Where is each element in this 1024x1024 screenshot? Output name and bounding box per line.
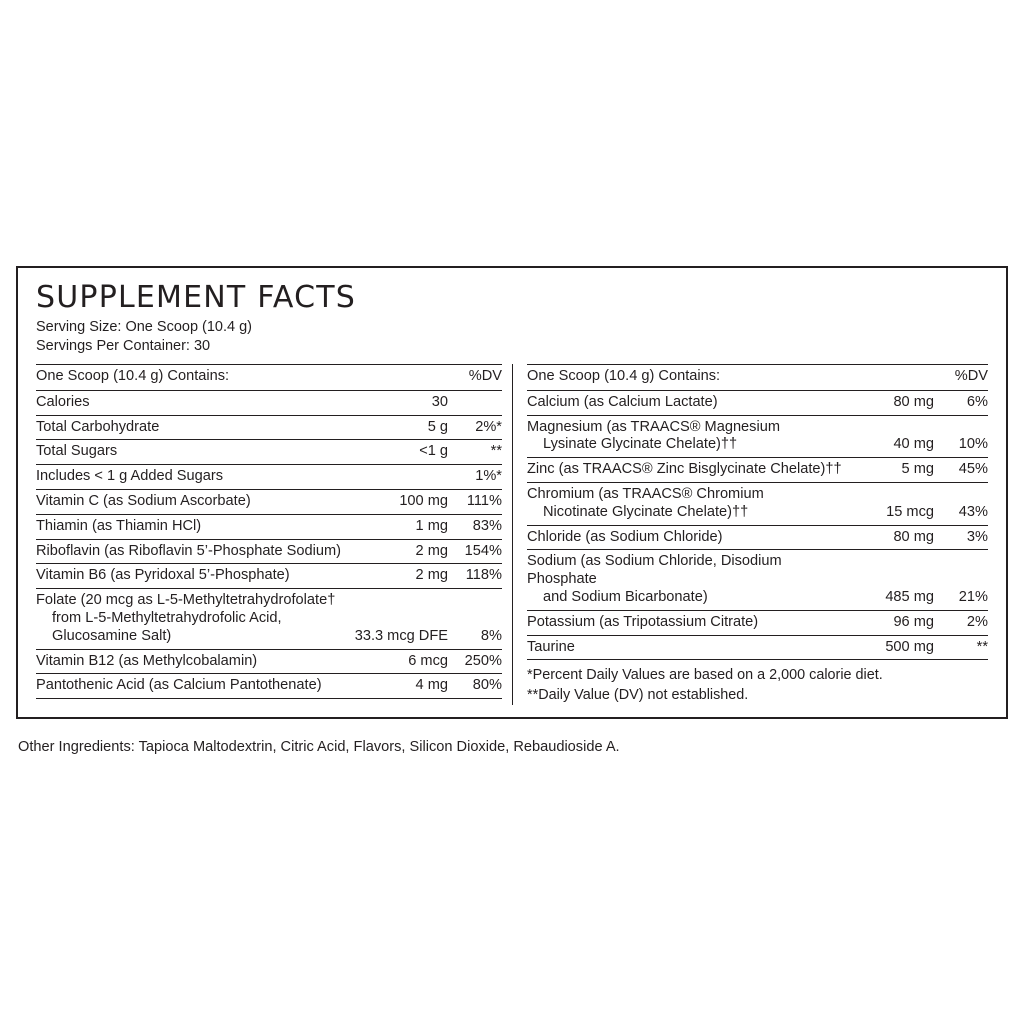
table-row (527, 390, 988, 415)
nutrient-dv (448, 390, 502, 415)
page-title: SUPPLEMENT FACTS (36, 280, 357, 315)
column-header-dv: %DV (448, 365, 502, 391)
nutrient-dv: 2%* (448, 415, 502, 440)
nutrient-amount (355, 465, 448, 490)
nutrient-amount: <1 g (355, 440, 448, 465)
nutrient-dv: 6% (934, 390, 988, 415)
nutrient-amount: 40 mg (848, 415, 934, 458)
nutrient-name: Calcium (as Calcium Lactate) (527, 390, 848, 415)
nutrient-name (527, 483, 848, 526)
nutrient-amount: 4 mg (355, 674, 448, 699)
nutrient-dv: 83% (448, 514, 502, 539)
facts-column-left (36, 364, 512, 705)
column-header-amount (848, 365, 934, 391)
nutrient-dv: 250% (448, 649, 502, 674)
nutrient-dv: ** (934, 635, 988, 660)
nutrient-name (36, 589, 355, 649)
nutrient-dv: 154% (448, 539, 502, 564)
nutrient-name-line2: Nicotinate Glycinate Chelate)†† (543, 503, 749, 520)
nutrient-dv: 1%* (448, 465, 502, 490)
column-header-amount (355, 365, 448, 391)
nutrient-amount: 30 (355, 390, 448, 415)
nutrient-dv: 80% (448, 674, 502, 699)
nutrient-name: Calories (36, 390, 355, 415)
nutrient-name: Riboflavin (as Riboflavin 5’-Phosphate Sodium) (36, 539, 355, 564)
nutrient-amount: 1 mg (355, 514, 448, 539)
table-header-row (36, 365, 502, 391)
nutrient-dv: 2% (934, 610, 988, 635)
column-header-contains: One Scoop (10.4 g) Contains: (36, 365, 355, 391)
table-row (36, 589, 502, 649)
nutrient-dv: ** (448, 440, 502, 465)
table-row (36, 465, 502, 490)
nutrient-name: Total Carbohydrate (36, 415, 355, 440)
nutrient-dv: 8% (448, 589, 502, 649)
table-row (527, 610, 988, 635)
nutrient-dv: 118% (448, 564, 502, 589)
table-row (36, 514, 502, 539)
footnotes (527, 660, 988, 705)
nutrient-name-line2: and Sodium Bicarbonate) (543, 589, 708, 606)
table-header-row (527, 365, 988, 391)
table-row (36, 390, 502, 415)
nutrient-name-line1: Sodium (as Sodium Chloride, Disodium Phosphate (527, 553, 782, 588)
nutrient-dv: 3% (934, 525, 988, 550)
nutrient-name-line2: from L-5-Methyltetrahydrofolic Acid, (52, 610, 282, 627)
nutrient-name-line1: Chromium (as TRAACS® Chromium (527, 486, 764, 503)
nutrient-amount: 2 mg (355, 539, 448, 564)
nutrient-name: Thiamin (as Thiamin HCl) (36, 514, 355, 539)
nutrient-dv: 45% (934, 458, 988, 483)
table-row (527, 635, 988, 660)
nutrient-dv: 10% (934, 415, 988, 458)
nutrient-name-line1: Folate (20 mcg as L-5-Methyltetrahydrofolate† (36, 592, 336, 609)
footnote-percent-dv: *Percent Daily Values are based on a 2,000 calorie diet. (527, 667, 883, 684)
nutrient-name-line3: Glucosamine Salt) (52, 627, 172, 644)
nutrient-name-line1: Magnesium (as TRAACS® Magnesium (527, 418, 780, 435)
table-row (36, 415, 502, 440)
other-ingredients: Other Ingredients: Tapioca Maltodextrin, Citric Acid, Flavors, Silicon Dioxide, Rebaudioside A. (18, 739, 620, 755)
facts-column-right (512, 364, 988, 705)
nutrient-name: Vitamin C (as Sodium Ascorbate) (36, 490, 355, 515)
nutrient-amount: 485 mg (848, 550, 934, 610)
nutrient-table-left (36, 364, 502, 699)
column-header-contains: One Scoop (10.4 g) Contains: (527, 365, 848, 391)
nutrient-amount: 96 mg (848, 610, 934, 635)
nutrient-amount: 33.3 mcg DFE (355, 589, 448, 649)
supplement-facts-panel (16, 266, 1008, 719)
column-header-dv: %DV (934, 365, 988, 391)
nutrient-name (527, 550, 848, 610)
nutrient-name (527, 415, 848, 458)
table-row (527, 525, 988, 550)
nutrient-name: Pantothenic Acid (as Calcium Pantothenate) (36, 674, 355, 699)
table-row (36, 539, 502, 564)
nutrient-amount: 5 g (355, 415, 448, 440)
nutrient-amount: 100 mg (355, 490, 448, 515)
serving-size: Serving Size: One Scoop (10.4 g) (36, 318, 253, 335)
nutrient-table-right (527, 364, 988, 660)
table-row (36, 674, 502, 699)
table-row (36, 440, 502, 465)
table-row (527, 550, 988, 610)
nutrient-name: Includes < 1 g Added Sugars (36, 465, 355, 490)
nutrient-amount: 80 mg (848, 525, 934, 550)
nutrient-name: Total Sugars (36, 440, 355, 465)
table-row (36, 649, 502, 674)
nutrient-name: Vitamin B12 (as Methylcobalamin) (36, 649, 355, 674)
nutrient-amount: 80 mg (848, 390, 934, 415)
footnote-dv-not-established: **Daily Value (DV) not established. (527, 686, 749, 703)
table-row (36, 564, 502, 589)
nutrient-name-line2: Lysinate Glycinate Chelate)†† (543, 436, 738, 453)
nutrient-dv: 111% (448, 490, 502, 515)
table-row (527, 458, 988, 483)
table-row (527, 483, 988, 526)
nutrient-name: Taurine (527, 635, 848, 660)
nutrient-dv: 21% (934, 550, 988, 610)
facts-columns (36, 364, 988, 705)
nutrient-amount: 500 mg (848, 635, 934, 660)
nutrient-amount: 15 mcg (848, 483, 934, 526)
nutrient-name: Potassium (as Tripotassium Citrate) (527, 610, 848, 635)
nutrient-name: Vitamin B6 (as Pyridoxal 5’-Phosphate) (36, 564, 355, 589)
nutrient-amount: 2 mg (355, 564, 448, 589)
nutrient-amount: 6 mcg (355, 649, 448, 674)
nutrient-name: Chloride (as Sodium Chloride) (527, 525, 848, 550)
table-row (527, 415, 988, 458)
nutrient-dv: 43% (934, 483, 988, 526)
servings-per-container: Servings Per Container: 30 (36, 337, 211, 354)
table-row (36, 490, 502, 515)
nutrient-amount: 5 mg (848, 458, 934, 483)
nutrient-name: Zinc (as TRAACS® Zinc Bisglycinate Chelate)†† (527, 458, 848, 483)
